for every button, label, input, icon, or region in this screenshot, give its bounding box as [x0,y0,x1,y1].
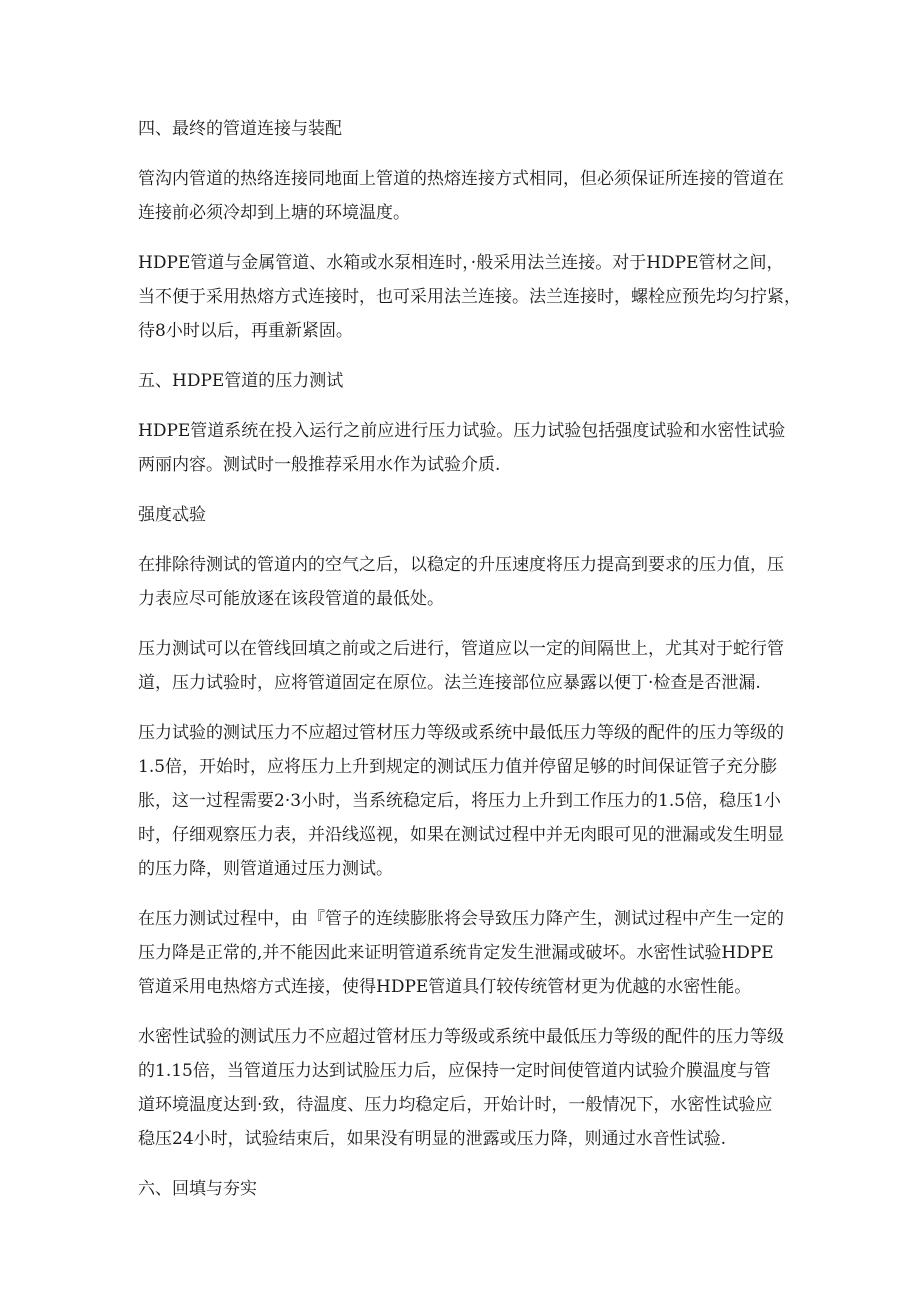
section-5-paragraph-5 [138,902,788,1004]
text-line: 在排除待测试的管道内的空气之后，以稳定的升压速度将压力提高到要求的压力值，压 [138,555,784,575]
section-5-paragraph-1 [138,414,788,482]
section-4-paragraph-2 [138,246,801,348]
text-line: 管沟内管道的热络连接同地面上管道的热熔连接方式相同，但必须保证所连接的管道在 [138,169,784,189]
text-line: 的压力降，则管道通过压力测试。 [138,859,393,879]
section-6-heading: 六、回填与夯实 [138,1179,257,1199]
text-line: 1.5倍，开始时，应将压力上升到规定的测试压力值并停留足够的时间保证管子充分膨 [138,757,778,777]
text-line: 连接前必须冷却到上塘的环境温度。 [138,203,410,223]
section-5-paragraph-6 [138,1020,788,1156]
text-line: 待8小时以后，再重新紧固。 [138,321,353,341]
text-line: 两丽内容。测试时一般推荐采用水作为试验介质. [138,455,501,475]
text-line: 胀，这一过程需要2·3小时，当系统稳定后，将压力上升到工作压力的1.5倍，稳压1小 [138,791,781,811]
section-4-heading: 四、最终的管道连接与装配 [138,119,342,139]
text-line: HDPE管道与金属管道、水箱或水泵相连时，·般采用法兰连接。对于HDPE管材之间， [138,253,784,273]
section-4-paragraph-1 [138,162,788,230]
section-5-paragraph-2 [138,548,788,616]
text-line: 压力降是正常的,并不能因此来证明管道系统肯定发生泄漏或破坏。水密性试验HDPE [138,943,774,963]
text-line: 的1.15倍，当管道压力达到试脸压力后，应保持一定时间使管道内试验介膜温度与管 [138,1061,771,1081]
text-line: 管道采用电热熔方式连接，使得HDPE管道具仃较传统管材更为优越的水密性能。 [138,977,752,997]
text-line: 时，仔细观察压力表，并沿线巡视，如果在测试过程中并无肉眼可见的泄漏或发生明显 [138,825,784,845]
text-line: 在压力测试过程中，由『管子的连续膨胀将会导致压力降产生，测试过程中产生一定的 [138,909,784,929]
section-5-heading: 五、HDPE管道的压力测试 [138,371,344,391]
section-5-paragraph-3 [138,632,788,700]
document-page [138,112,801,1222]
text-line: 水密性试验的测试压力不应超过管材压力等级或系统中最低压力等级的配件的压力等级 [138,1027,784,1047]
text-line: 稳压24小时，试验结束后，如果没有明显的泄露或压力降，则通过水音性试验. [138,1129,727,1149]
strength-test-subheading: 强度忒验 [138,505,206,525]
text-line: 压力试验的测试压力不应超过管材压力等级或系统中最低压力等级的配件的压力等级的 [138,723,784,743]
text-line: 力表应尽可能放逐在该段管道的最低处。 [138,589,444,609]
section-5-paragraph-4 [138,716,788,886]
text-line: 压力测试可以在管线回填之前或之后进行，管道应以一定的间隔世上，尤其对于蛇行管 [138,639,784,659]
text-line: 道，压力试验时，应将管道固定在原位。法兰连接部位应暴露以便丁·检查是否泄漏. [138,673,761,693]
text-line: HDPE管道系统在投入运行之前应进行压力试验。压力试验包括强度试验和水密性试验 [138,421,786,441]
text-line: 当不便于采用热熔方式连接时，也可采用法兰连接。法兰连接时，螺栓应预先均匀拧紧， [138,287,801,307]
text-line: 道环境温度达到·致，待温度、压力均稳定后，开始计时，一般情况下，水密性试验应 [138,1095,773,1115]
